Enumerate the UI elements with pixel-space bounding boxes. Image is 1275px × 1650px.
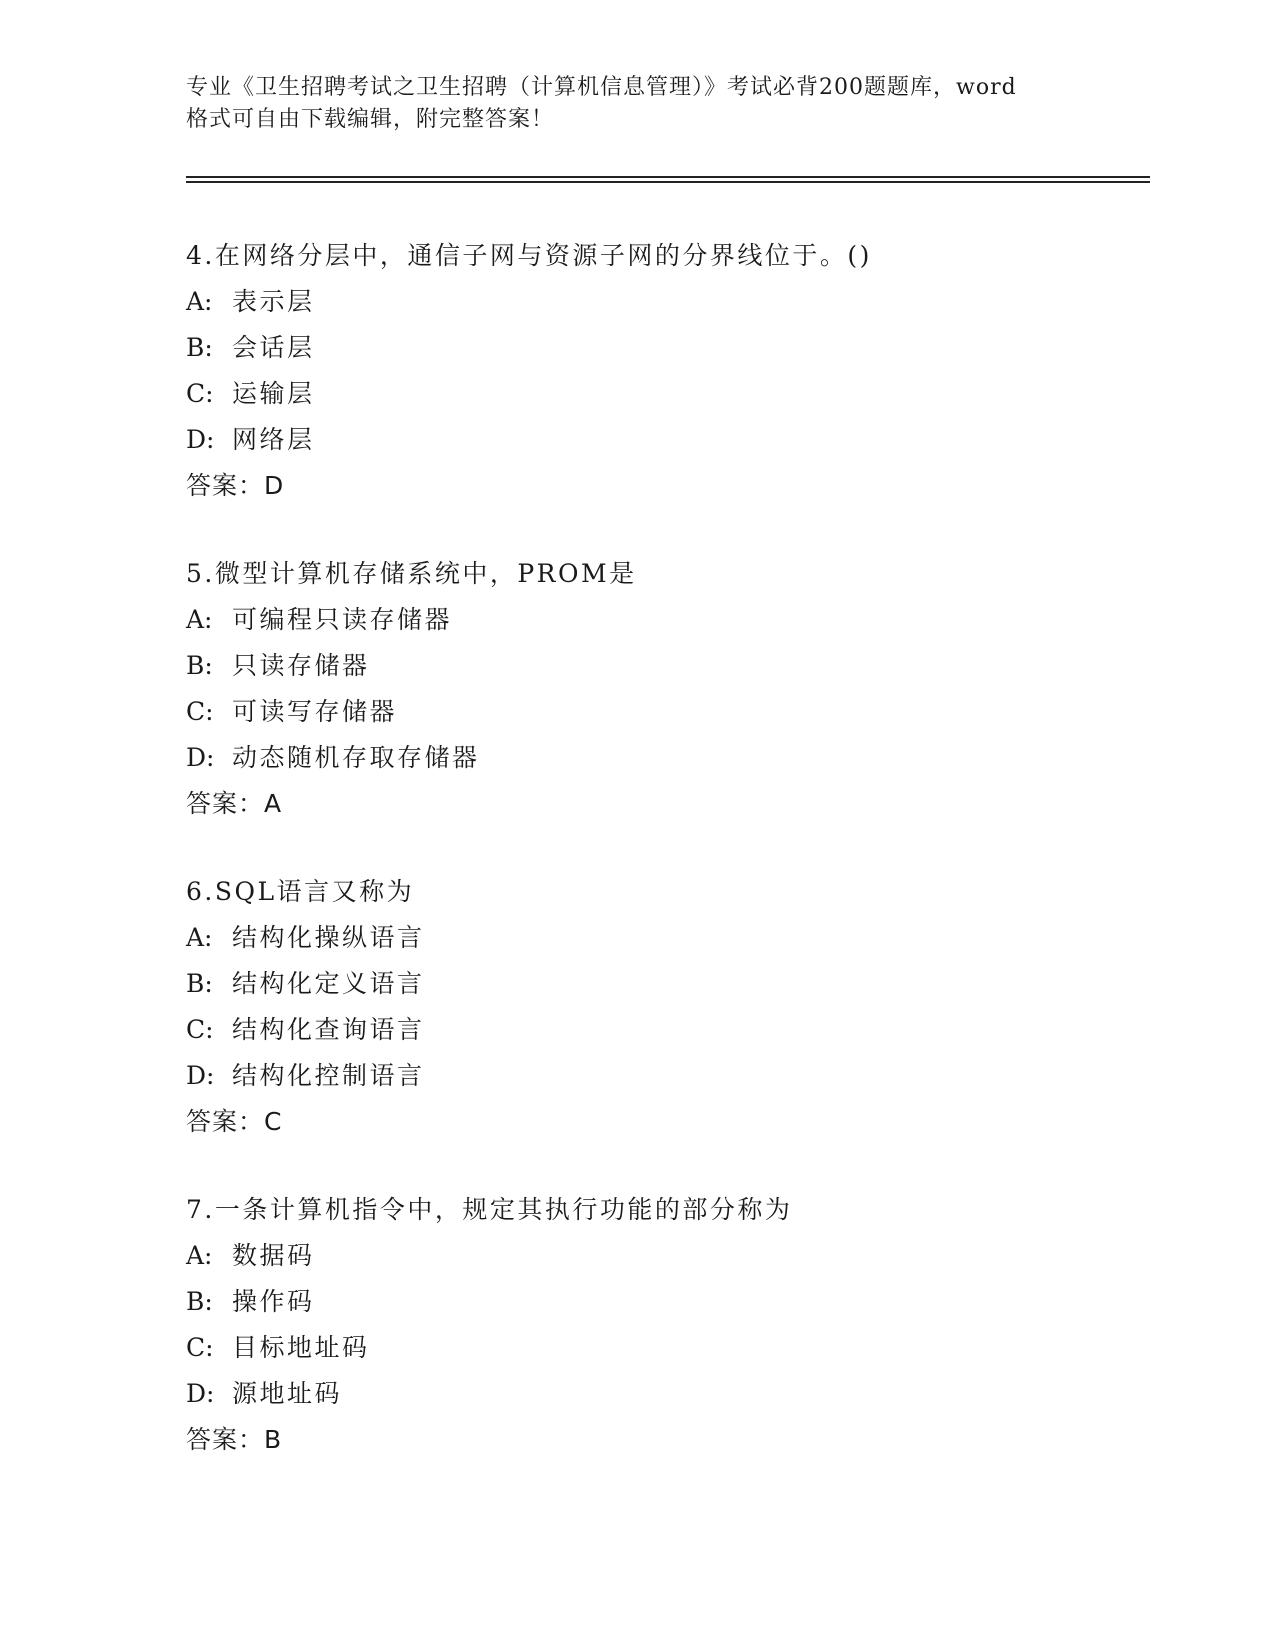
answer-line: 答案：A	[186, 789, 283, 818]
option-letter: B:	[186, 333, 213, 362]
option-a	[186, 282, 1146, 322]
option-a	[186, 600, 1146, 640]
option-b	[186, 328, 1146, 368]
option-c	[186, 374, 1146, 414]
question-block	[186, 1190, 1146, 1460]
option-text: 目标地址码	[232, 1333, 370, 1362]
answer-line: 答案：C	[186, 1107, 283, 1136]
option-letter: A:	[186, 1241, 213, 1270]
option-letter: A:	[186, 923, 213, 952]
question-stem: 4.在网络分层中，通信子网与资源子网的分界线位于。()	[186, 241, 872, 270]
option-letter: A:	[186, 605, 213, 634]
option-c	[186, 1328, 1146, 1368]
option-text: 可编程只读存储器	[232, 605, 453, 634]
option-text: 表示层	[232, 287, 315, 316]
option-letter: C:	[186, 379, 214, 408]
header-line-1: 专业《卫生招聘考试之卫生招聘（计算机信息管理）》考试必背200题题库，word	[186, 75, 1017, 100]
option-text: 操作码	[232, 1287, 315, 1316]
question-block	[186, 236, 1146, 506]
option-letter: D:	[186, 743, 215, 772]
header-divider-top	[186, 176, 1150, 178]
option-text: 网络层	[232, 425, 315, 454]
document-header	[186, 72, 1086, 136]
question-stem: 5.微型计算机存储系统中，PROM是	[186, 559, 637, 588]
option-letter: B:	[186, 1287, 213, 1316]
option-text: 可读写存储器	[232, 697, 398, 726]
option-text: 动态随机存取存储器	[232, 743, 480, 772]
header-divider-bottom	[186, 181, 1150, 183]
option-text: 结构化查询语言	[232, 1015, 425, 1044]
option-b	[186, 1282, 1146, 1322]
option-d	[186, 420, 1146, 460]
option-text: 源地址码	[232, 1379, 343, 1408]
option-letter: D:	[186, 425, 215, 454]
option-c	[186, 692, 1146, 732]
option-text: 数据码	[232, 1241, 315, 1270]
option-text: 只读存储器	[232, 651, 370, 680]
option-letter: D:	[186, 1379, 215, 1408]
header-line-2: 格式可自由下载编辑，附完整答案！	[186, 107, 555, 132]
option-d	[186, 1056, 1146, 1096]
option-text: 结构化操纵语言	[232, 923, 425, 952]
option-text: 运输层	[232, 379, 315, 408]
option-letter: A:	[186, 287, 213, 316]
option-c	[186, 1010, 1146, 1050]
option-letter: C:	[186, 1015, 214, 1044]
option-d	[186, 1374, 1146, 1414]
option-a	[186, 1236, 1146, 1276]
option-b	[186, 646, 1146, 686]
question-stem: 7.一条计算机指令中，规定其执行功能的部分称为	[186, 1195, 793, 1224]
option-d	[186, 738, 1146, 778]
question-block	[186, 554, 1146, 824]
question-stem: 6.SQL语言又称为	[186, 877, 415, 906]
option-letter: C:	[186, 697, 214, 726]
option-b	[186, 964, 1146, 1004]
option-letter: B:	[186, 651, 213, 680]
option-a	[186, 918, 1146, 958]
option-letter: D:	[186, 1061, 215, 1090]
option-text: 会话层	[232, 333, 315, 362]
answer-line: 答案：D	[186, 471, 285, 500]
option-letter: C:	[186, 1333, 214, 1362]
option-text: 结构化定义语言	[232, 969, 425, 998]
option-letter: B:	[186, 969, 213, 998]
question-block	[186, 872, 1146, 1142]
option-text: 结构化控制语言	[232, 1061, 425, 1090]
answer-line: 答案：B	[186, 1425, 283, 1454]
